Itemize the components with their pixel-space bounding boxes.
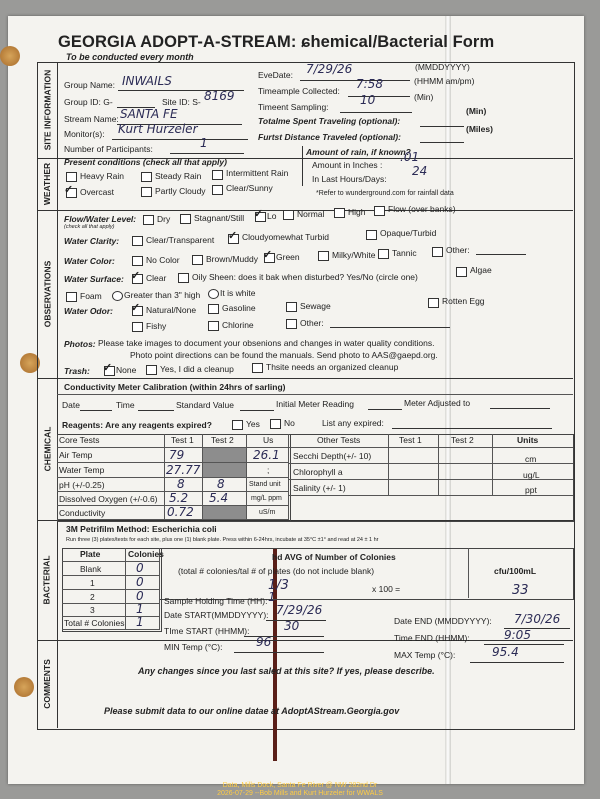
- col-header: Test 2: [203, 434, 247, 448]
- odor-other-line[interactable]: [330, 327, 450, 328]
- odor-opt: Other:: [300, 318, 324, 328]
- divider: [57, 394, 573, 395]
- calib-time: Time: [116, 400, 135, 410]
- start-time-value[interactable]: 30: [284, 619, 300, 633]
- travel-time-format: (Min): [466, 106, 487, 116]
- col-header: Us: [247, 434, 289, 448]
- color-label: Water Color:: [64, 256, 115, 266]
- min-temp-value[interactable]: 96: [256, 635, 272, 649]
- checkbox-clarity-opaque[interactable]: [366, 230, 377, 240]
- section-weather: WEATHER: [37, 158, 58, 211]
- table-row: Chlorophyll a: [289, 464, 389, 480]
- table-row: 1: [62, 576, 126, 590]
- calib-standard: Standard Value: [176, 400, 234, 410]
- odor-opt: Natural/None: [146, 305, 197, 315]
- checkbox-flow-stagnant[interactable]: [180, 214, 191, 224]
- surface-label: Water Surface:: [64, 274, 124, 284]
- table-cell[interactable]: 0: [126, 576, 160, 590]
- surface-opt: Oily Sheen: does it bak when disturbed? Yes/No (circle one): [192, 272, 418, 282]
- checkbox-color-none[interactable]: [132, 256, 143, 266]
- color-opt: Milky/White: [332, 250, 376, 260]
- bact-note: Run three (3) plates/tests for each site, plus one (1) blank plate. Press within 6-24hrs, incubate at 35°C ±1° and read at 24 ± 1 hr: [66, 537, 379, 543]
- check-mark: ✓: [103, 362, 113, 374]
- end-date-value[interactable]: 7/30/26: [514, 612, 561, 626]
- rain-refer-note: *Refer to wunderground.com for rainfall data: [316, 190, 454, 197]
- rain-hours-label: In Last Hours/Days:: [312, 174, 387, 184]
- section-bacterial: BACTERIAL: [37, 520, 58, 641]
- date-value[interactable]: 7/29/26: [306, 62, 353, 76]
- check-mark: ✓: [254, 208, 264, 220]
- expired-line[interactable]: [392, 428, 552, 429]
- participants-label: Number of Participants:: [64, 144, 153, 154]
- travel-time-line[interactable]: [420, 126, 464, 127]
- avg-multiplier: x 100 =: [372, 584, 401, 594]
- table-cell[interactable]: 0: [126, 590, 160, 604]
- odor-opt: Rotten Egg: [442, 296, 485, 306]
- calib-adjusted-line[interactable]: [490, 408, 550, 409]
- reagents-yes: Yes: [246, 419, 260, 429]
- check-mark: ✓: [263, 249, 273, 261]
- table-row: 2: [62, 590, 126, 604]
- calib-adjusted: Meter Adjusted to: [404, 398, 471, 408]
- flow-label: Flow/Water Level:: [64, 214, 137, 224]
- col-header: Test 1: [165, 434, 203, 448]
- color-opt: Other:: [446, 245, 470, 255]
- checkbox-flow-high[interactable]: [334, 208, 345, 218]
- checkbox-odor-sewage[interactable]: [286, 302, 297, 312]
- time-sampling-value[interactable]: 10: [360, 93, 376, 107]
- table-cell[interactable]: [439, 480, 493, 496]
- photos-text: Please take images to document your obsenions and changes in water quality conditions.: [98, 338, 435, 348]
- reagents-label: Reagents: Are any reagents expired?: [62, 420, 212, 430]
- table-cell-disabled: [203, 506, 247, 520]
- flow-note: (check all that apply): [64, 224, 115, 230]
- odor-opt: Fishy: [146, 321, 167, 331]
- table-cell: cm: [493, 448, 573, 464]
- start-time-label: TIme START (HHMM):: [164, 626, 250, 636]
- checkbox-surface-algae[interactable]: [456, 267, 467, 277]
- stream-name-label: Stream Name:: [64, 114, 119, 124]
- weather-opt-label: Steady Rain: [155, 171, 202, 181]
- expired-label: List any expired:: [322, 418, 384, 428]
- avg-formula: (total # colonies/tal # of plates (do not include blank): [178, 566, 375, 576]
- surface-opt: Algae: [470, 265, 492, 275]
- start-date-label: Date START(MMDDYYYY):: [164, 610, 269, 620]
- avg-fraction[interactable]: 1/3: [268, 578, 289, 593]
- table-cell: ug/L: [493, 464, 573, 480]
- trash-opt: Yes, I did a cleanup: [160, 364, 234, 374]
- punch-hole: [14, 677, 34, 697]
- group-name-value[interactable]: INWAILS: [122, 74, 172, 88]
- checkbox-heavy-rain[interactable]: [66, 172, 77, 182]
- calib-standard-line[interactable]: [240, 410, 274, 411]
- table-row: Total # Colonies: [64, 618, 125, 628]
- table-cell[interactable]: 1: [126, 604, 160, 617]
- table-cell[interactable]: 8: [203, 478, 247, 492]
- date-format: (MMDDYYYY): [415, 62, 470, 72]
- time-collected-value[interactable]: 7:58: [356, 77, 383, 91]
- caption-line1: Data, Mills Dock, Santa Fe River @ NW 282nd Dr: [222, 782, 378, 789]
- odor-opt: Sewage: [300, 301, 331, 311]
- calib-date-line[interactable]: [80, 410, 112, 411]
- checkbox-trash-organized[interactable]: [252, 363, 263, 373]
- monitors-value[interactable]: Kurt Hurzeler: [118, 122, 198, 136]
- checkbox-color-milky[interactable]: [318, 251, 329, 261]
- odor-opt: Gasoline: [222, 303, 256, 313]
- date-label: EveDate:: [258, 70, 293, 80]
- table-cell[interactable]: [389, 480, 439, 496]
- holding-time-value[interactable]: 1: [268, 590, 276, 604]
- min-temp-line: [234, 652, 324, 653]
- checkbox-color-brown[interactable]: [192, 255, 203, 265]
- monitors-label: Monitor(s):: [64, 129, 105, 139]
- date-line: [300, 80, 410, 81]
- time-collected-format: (HHMM am/pm): [414, 76, 475, 86]
- max-temp-value[interactable]: 95.4: [492, 645, 519, 659]
- table-cell-disabled: [203, 463, 247, 478]
- weather-opt-label: Partly Cloudy: [155, 186, 206, 196]
- cfu-label: cfu/100mL: [494, 566, 537, 576]
- calib-initial: Initial Meter Reading: [276, 399, 354, 409]
- check-mark: ✓: [64, 184, 74, 196]
- checkbox-flow-over-banks[interactable]: [374, 206, 385, 216]
- clarity-label: Water Clarity:: [64, 236, 120, 246]
- flow-opt: High: [348, 207, 366, 217]
- flow-opt: Normal: [297, 209, 325, 219]
- travel-time-label: Totalme Spent Traveling (optional):: [258, 116, 401, 126]
- table-cell: ppt: [493, 480, 573, 496]
- time-collected-label: Timeample Collected:: [258, 86, 340, 96]
- trash-opt: None: [116, 365, 137, 375]
- max-temp-line: [470, 662, 564, 663]
- odor-opt: Chlorine: [222, 320, 254, 330]
- photos-text2: Photo point directions can be found the manuals. Send photo to AAS@gaepd.org.: [130, 350, 438, 360]
- radio-foam-white[interactable]: [208, 289, 219, 299]
- time-sampling-line: [340, 112, 412, 113]
- check-mark: ✓: [131, 270, 141, 282]
- color-opt: Tannic: [392, 248, 417, 258]
- calib-time-line[interactable]: [138, 410, 174, 411]
- table-row: Blank: [62, 562, 126, 576]
- travel-distance-format: (Miles): [466, 124, 493, 134]
- calib-date: Date: [62, 400, 80, 410]
- weather-opt-label: Intermittent Rain: [226, 168, 289, 178]
- form-title: GEORGIA ADOPT-A-STREAM: ɕhemical/Bacterial Form: [58, 33, 495, 51]
- rain-amount-label: Amount of rain, if known?: [306, 147, 411, 157]
- end-date-label: Date END (MMDDYYYY):: [394, 616, 492, 626]
- trash-label: Trash:: [64, 366, 90, 376]
- end-time-value[interactable]: 9:05: [504, 628, 531, 642]
- calib-initial-line[interactable]: [368, 409, 402, 410]
- time-collected-line: [348, 96, 410, 97]
- table-row: pH (+/-0.25): [57, 478, 165, 492]
- end-time-label: Time END (HHMM):: [394, 633, 470, 643]
- clarity-opt: Cloudyomewhat Turbid: [242, 232, 329, 242]
- weather-divider: [302, 146, 303, 186]
- checkbox-clarity-clear[interactable]: [132, 236, 143, 246]
- table-cell[interactable]: 27.77: [165, 463, 203, 478]
- table-row: 3: [62, 604, 126, 617]
- surface-opt: It is white: [220, 288, 256, 298]
- site-id-label: Site ID: S-: [162, 97, 201, 107]
- table-cell[interactable]: [439, 448, 493, 464]
- checkbox-odor-gasoline[interactable]: [208, 304, 219, 314]
- weather-opt-label: Heavy Rain: [80, 171, 124, 181]
- calibration-label: Conductivity Meter Calibration (within 24hrs of sarling): [64, 382, 286, 392]
- reagents-no: No: [284, 418, 295, 428]
- color-other-line[interactable]: [476, 254, 526, 255]
- col-header: Plate: [62, 548, 126, 562]
- col-header: Units: [493, 434, 573, 448]
- checkbox-odor-chlorine[interactable]: [208, 321, 219, 331]
- section-chemical: CHEMICAL: [37, 378, 58, 521]
- comments-question: Any changes since you last saled at this site? If yes, please describe.: [138, 666, 435, 676]
- table-cell[interactable]: 5.4: [203, 492, 247, 506]
- checkbox-steady-rain[interactable]: [141, 172, 152, 182]
- participants-value[interactable]: 1: [200, 136, 208, 150]
- color-opt: Green: [276, 252, 300, 262]
- stream-name-value[interactable]: SANTA FE: [120, 107, 178, 121]
- table-cell[interactable]: [389, 464, 439, 480]
- group-id-label: Group ID: G-: [64, 97, 113, 107]
- table-cell[interactable]: [389, 448, 439, 464]
- table-row: Secchi Depth(+/- 10): [289, 448, 389, 464]
- checkbox-reagents-no[interactable]: [270, 419, 281, 429]
- clarity-opt: Clear/Transparent: [146, 235, 215, 245]
- table-cell-disabled: [203, 448, 247, 463]
- table-row: Salinity (+/- 1): [289, 480, 389, 496]
- punch-hole: [0, 46, 20, 66]
- table-cell[interactable]: 0.72: [165, 506, 203, 520]
- photo-caption: [0, 782, 600, 798]
- min-temp-label: MIN Temp (°C):: [164, 642, 223, 652]
- table-cell: ;: [247, 463, 289, 478]
- table-cell[interactable]: 0: [126, 562, 160, 576]
- table-cell: uS/m: [247, 506, 289, 520]
- checkbox-trash-cleanup[interactable]: [146, 365, 157, 375]
- color-opt: No Color: [146, 255, 180, 265]
- surface-opt: Foam: [80, 291, 102, 301]
- monitors-line: [112, 139, 248, 140]
- checkbox-clear-sunny[interactable]: [212, 185, 223, 195]
- flow-opt: Dry: [157, 214, 171, 224]
- checkbox-color-other[interactable]: [432, 247, 443, 257]
- participants-line: [170, 153, 244, 154]
- rain-inches-value[interactable]: .01: [400, 150, 420, 164]
- checkbox-odor-fishy[interactable]: [132, 322, 143, 332]
- surface-opt: Greater than 3" high: [124, 290, 201, 300]
- table-cell: Stand unit: [247, 478, 289, 492]
- odor-label: Water Odor:: [64, 306, 113, 316]
- rain-hours-value[interactable]: 24: [412, 164, 428, 178]
- checkbox-flow-normal[interactable]: [283, 210, 294, 220]
- checkbox-odor-other[interactable]: [286, 319, 297, 329]
- checkbox-flow-dry[interactable]: [143, 215, 154, 225]
- col-header: Other Tests: [289, 434, 389, 448]
- section-observations: OBSERVATIONS: [37, 210, 58, 379]
- weather-opt-label: Clear/Sunny: [226, 183, 273, 193]
- col-header: Test 2: [439, 434, 493, 448]
- time-sampling-label: Timeent Sampling:: [258, 102, 329, 112]
- max-temp-label: MAX Temp (°C):: [394, 650, 456, 660]
- weather-opt-label: Overcast: [80, 187, 115, 197]
- avg-label: hd AVG of Number of Colonies: [272, 552, 396, 562]
- caption-line2: 2026-07-29 --Bob Mills and Kurt Hurzeler for WWALS: [217, 790, 383, 797]
- section-site: SITE INFORMATION: [37, 62, 58, 159]
- flow-opt: Flow (over banks): [388, 204, 456, 214]
- table-cell[interactable]: 5.2: [165, 492, 203, 506]
- surface-opt: Clear: [146, 273, 167, 283]
- checkbox-partly-cloudy[interactable]: [141, 187, 152, 197]
- table-cell: mg/L ppm: [247, 492, 289, 506]
- cfu-result[interactable]: 33: [512, 583, 529, 598]
- table-row: Dissolved Oxygen (+/-0.6): [57, 492, 165, 506]
- table-cell[interactable]: 26.1: [247, 448, 289, 463]
- table-cell[interactable]: [439, 464, 493, 480]
- table-row: Air Temp: [57, 448, 165, 463]
- checkbox-odor-rotten-egg[interactable]: [428, 298, 439, 308]
- submit-note: Please submit data to our online datae at AdoptAStream.Georgia.gov: [104, 706, 400, 716]
- col-header: Core Tests: [57, 434, 165, 448]
- checkbox-surface-foam[interactable]: [66, 292, 77, 302]
- divider: [57, 378, 573, 379]
- trash-opt: Thsite needs an organized cleanup: [266, 362, 399, 372]
- col-header: Colonies: [126, 548, 160, 562]
- table-cell[interactable]: 1: [126, 617, 160, 630]
- group-name-label: Group Name:: [64, 80, 116, 90]
- flow-opt: Lo: [267, 211, 277, 221]
- checkbox-surface-oily[interactable]: [178, 273, 189, 283]
- check-mark: ✓: [228, 230, 238, 242]
- table-cell[interactable]: 8: [165, 478, 203, 492]
- bact-method: 3M Petrifilm Method: Escherichia coli: [66, 524, 217, 534]
- table-cell[interactable]: 79: [165, 448, 203, 463]
- checkbox-reagents-yes[interactable]: [232, 420, 243, 430]
- holding-time-label: Sample Holding Time (HH):: [164, 596, 268, 606]
- time-sampling-format: (Min): [414, 92, 434, 102]
- divider: [57, 640, 573, 641]
- color-opt: Brown/Muddy: [206, 254, 258, 264]
- start-date-value[interactable]: 7/29/26: [276, 603, 323, 617]
- form-subtitle: To be conducted every month: [66, 52, 194, 62]
- weather-present-label: Present conditions (check all that apply): [64, 157, 227, 167]
- table-row: Water Temp: [57, 463, 165, 478]
- check-mark: ✓: [131, 302, 141, 314]
- col-header: Test 1: [389, 434, 439, 448]
- table-row: Conductivity: [57, 506, 165, 520]
- checkbox-intermittent-rain[interactable]: [212, 170, 223, 180]
- travel-distance-line[interactable]: [420, 142, 464, 143]
- section-comments: COMMENTS: [37, 640, 58, 728]
- radio-foam-high[interactable]: [112, 291, 123, 301]
- photos-label: Photos:: [64, 339, 96, 349]
- site-id-value[interactable]: 8169: [204, 89, 235, 103]
- clarity-opt: Opaque/Turbid: [380, 228, 437, 238]
- flow-opt: Stagnant/Still: [194, 213, 245, 223]
- checkbox-color-tannic[interactable]: [378, 249, 389, 259]
- travel-distance-label: Furtst Distance Traveled (optional):: [258, 132, 401, 142]
- rain-inches-label: Amount in Inches :: [312, 160, 383, 170]
